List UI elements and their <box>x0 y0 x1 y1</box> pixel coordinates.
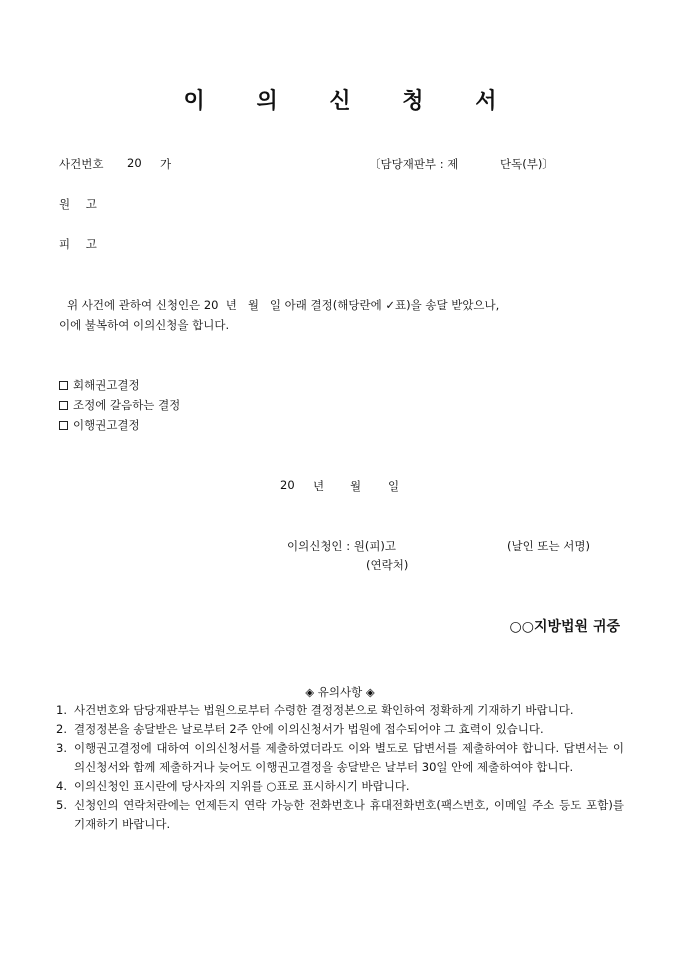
plaintiff-label: 원 고 <box>59 197 97 211</box>
checkbox-icon[interactable] <box>59 421 68 430</box>
notes-list <box>56 701 624 834</box>
option-performance[interactable] <box>59 417 140 433</box>
date-year-unit: 년 <box>313 479 325 493</box>
case-code: 가 <box>160 157 172 171</box>
note-item: 5. 신청인의 연락처란에는 언제든지 연락 가능한 전화번호나 휴대전화번호(팩스번호, 이메일 주소 등도 포함)를 기재하기 바랍니다. <box>56 798 624 831</box>
judge-suffix: 단독(부)〕 <box>500 157 554 171</box>
body-line-2: 이에 불복하여 이의신청을 합니다. <box>59 318 230 332</box>
applicant-label: 이의신청인 : 원(피)고 <box>287 539 397 553</box>
seal-note: (날인 또는 서명) <box>507 539 590 553</box>
option-settlement[interactable] <box>59 377 140 393</box>
date-day-unit: 일 <box>388 479 400 493</box>
date-month-unit: 월 <box>350 479 362 493</box>
note-item: 1. 사건번호와 담당재판부는 법원으로부터 수령한 결정정본으로 확인하여 정확하게 기재하기 바랍니다. <box>56 703 574 717</box>
contact-label: (연락처) <box>366 558 409 572</box>
case-year: 20 <box>127 156 142 170</box>
notes-title: ◈ 유의사항 ◈ <box>305 685 375 699</box>
judge-label: 〔담당재판부 : 제 <box>369 157 459 171</box>
option-label: 조정에 갈음하는 결정 <box>73 398 181 412</box>
note-item: 4. 이의신청인 표시란에 당사자의 지위를 ○표로 표시하시기 바랍니다. <box>56 779 410 793</box>
checkbox-icon[interactable] <box>59 381 68 390</box>
document-title: 이 의 신 청 서 <box>183 88 519 114</box>
case-number-label: 사건번호 <box>59 157 104 171</box>
note-item: 3. 이행권고결정에 대하여 이의신청서를 제출하였더라도 이와 별도로 답변서를 제출하여야 합니다. 답변서는 이의신청서와 함께 제출하거나 늦어도 이행권고결정을 송달받은 날부터 30일 안에 제출하여야 합니다. <box>56 741 624 774</box>
checkbox-icon[interactable] <box>59 401 68 410</box>
date-year: 20 <box>280 478 295 492</box>
defendant-label: 피 고 <box>59 237 97 251</box>
note-item: 2. 결정정본을 송달받은 날로부터 2주 안에 이의신청서가 법원에 접수되어야 그 효력이 있습니다. <box>56 722 544 736</box>
option-mediation[interactable] <box>59 397 180 413</box>
option-label: 이행권고결정 <box>73 418 140 432</box>
body-line-1: 위 사건에 관하여 신청인은 20 년 월 일 아래 결정(해당란에 ✓표)을 송달 받았으나, <box>67 298 500 312</box>
option-label: 회해권고결정 <box>73 378 140 392</box>
court-name: ○○지방법원 귀중 <box>509 619 620 635</box>
